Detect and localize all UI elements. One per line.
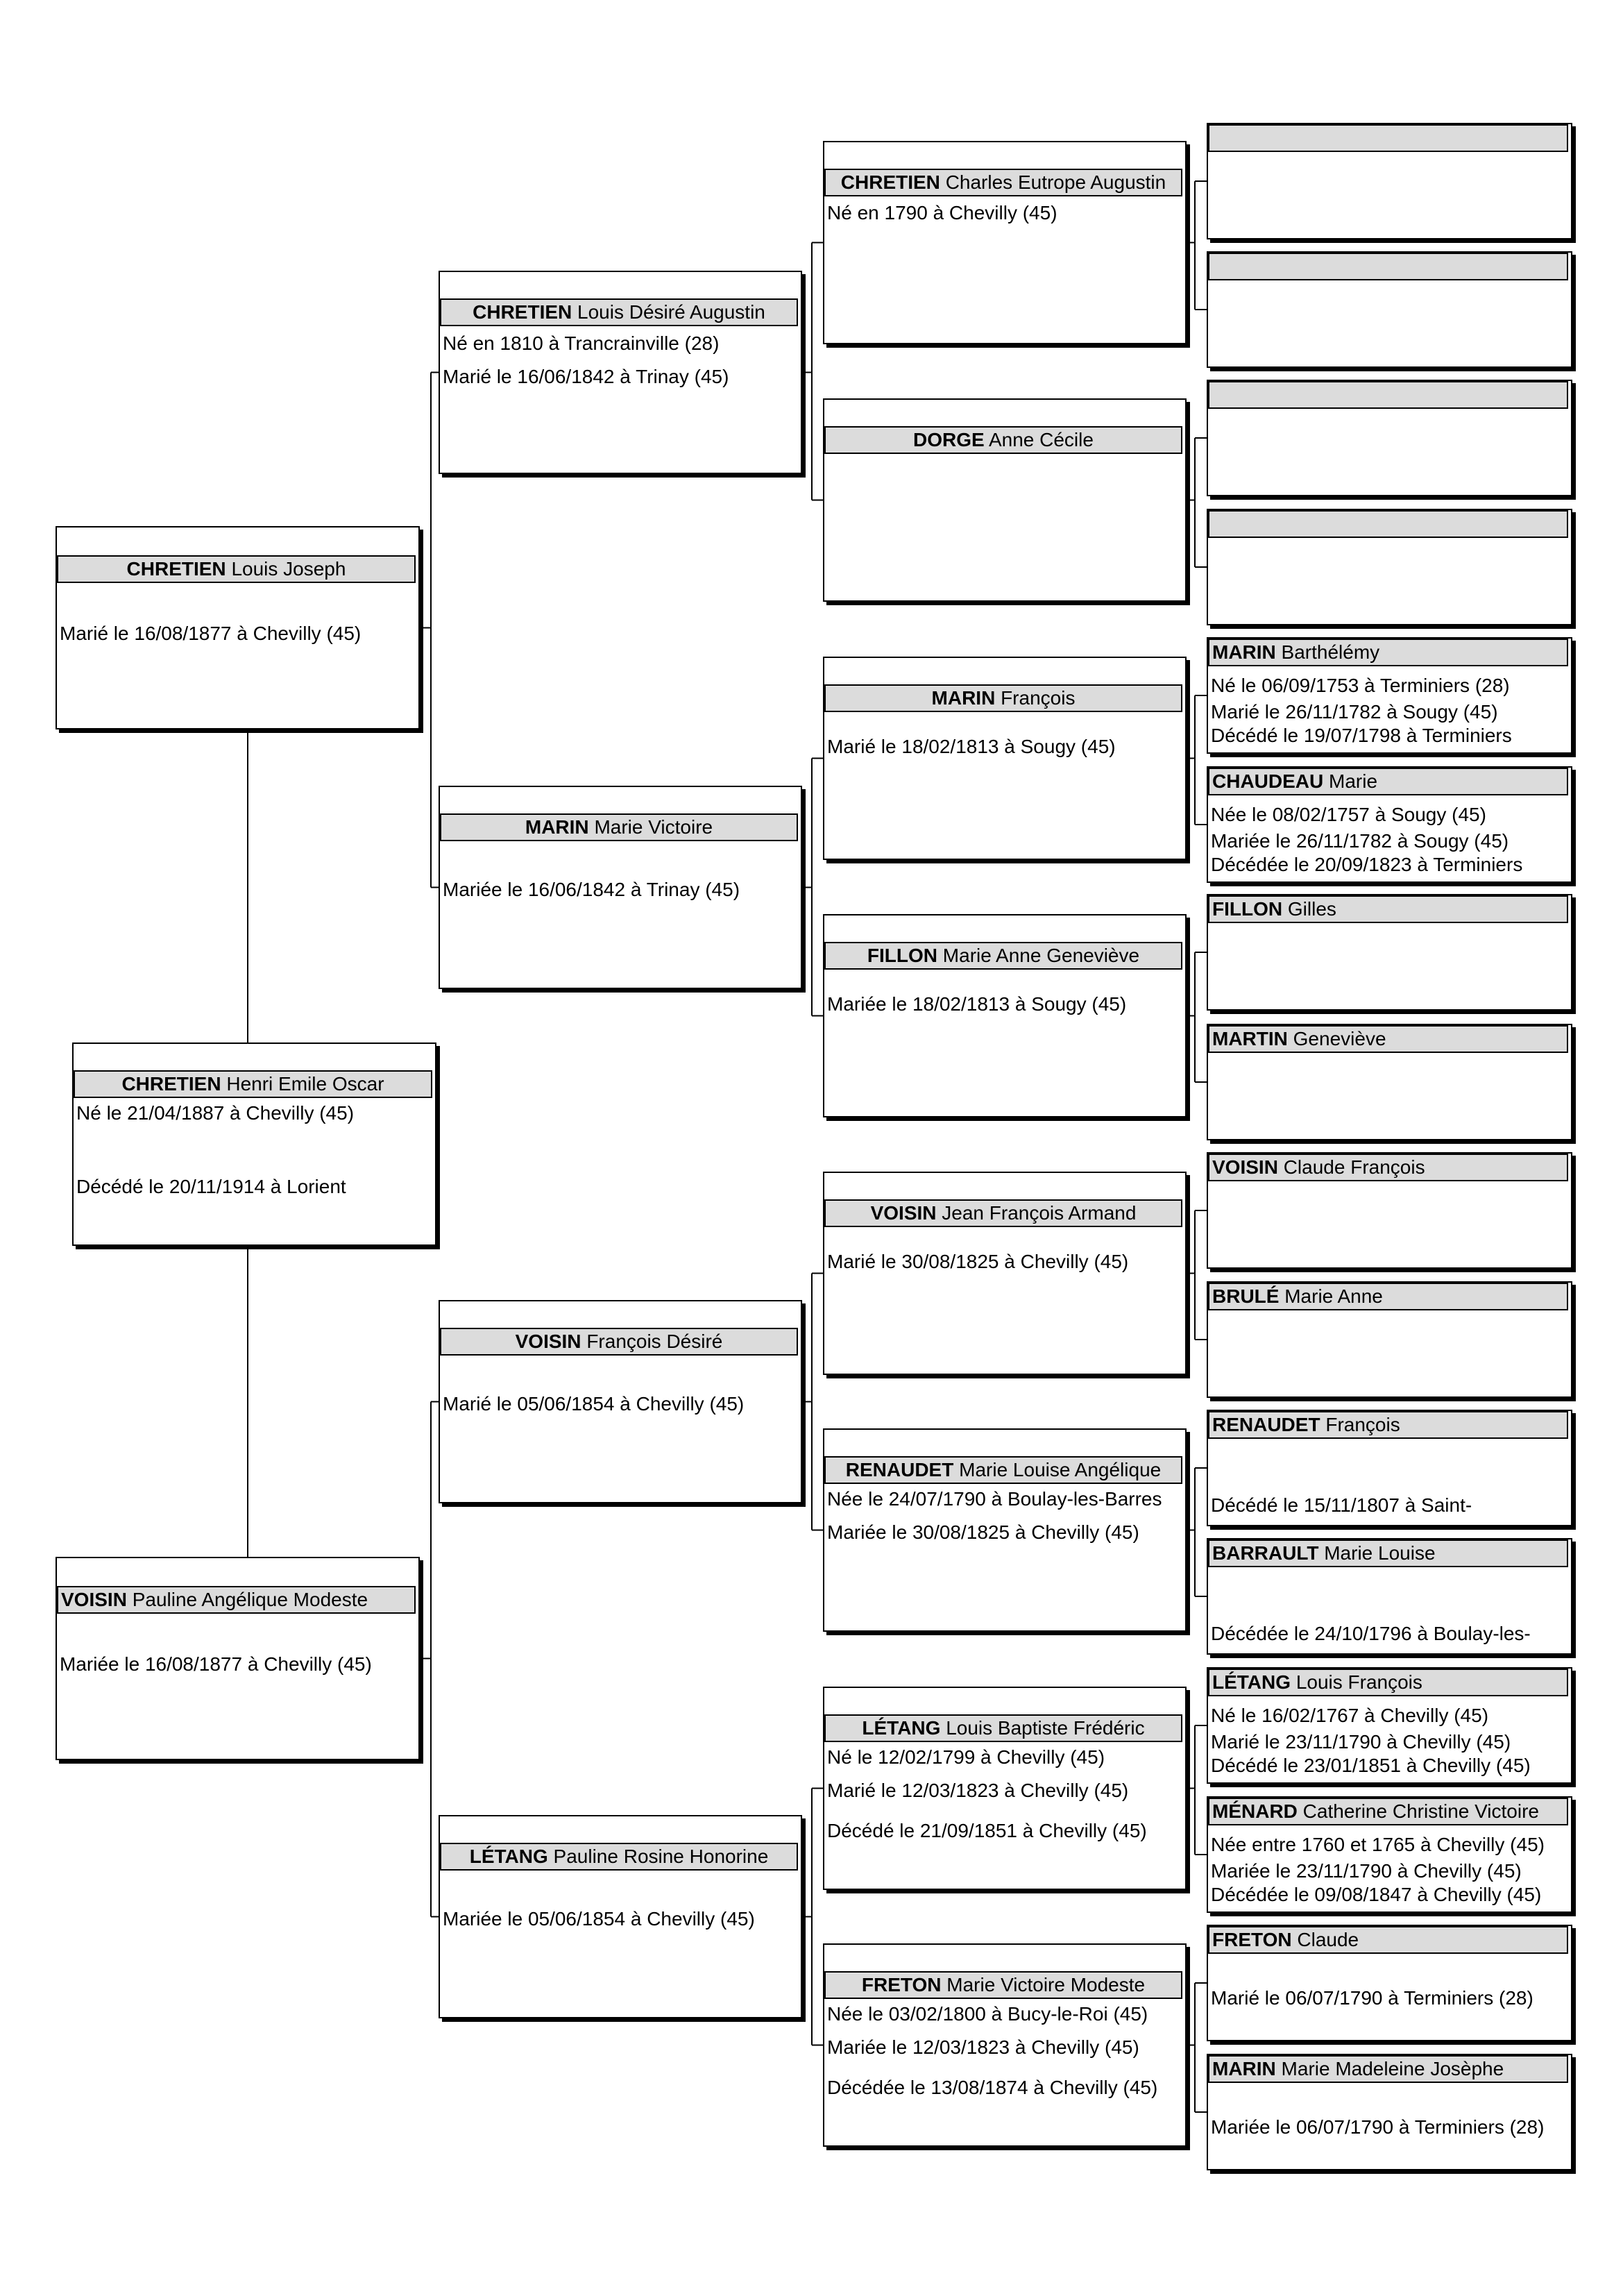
given-names: Louis François bbox=[1295, 1671, 1422, 1693]
life-event-line: Mariée le 23/11/1790 à Chevilly (45) bbox=[1211, 1860, 1522, 1882]
surname: FILLON bbox=[1212, 898, 1283, 920]
person-name-bar bbox=[440, 1328, 798, 1356]
person-name-bar bbox=[824, 169, 1182, 196]
given-names: Claude François bbox=[1283, 1156, 1425, 1178]
surname: MÉNARD bbox=[1212, 1800, 1298, 1822]
great-great-grandparent-person-card bbox=[1207, 251, 1572, 368]
life-event-line: Née le 03/02/1800 à Bucy-le-Roi (45) bbox=[827, 2003, 1148, 2025]
surname: MARIN bbox=[1212, 2058, 1276, 2079]
life-event-line: Marié le 16/08/1877 à Chevilly (45) bbox=[60, 623, 362, 644]
surname: RENAUDET bbox=[845, 1459, 954, 1480]
great-great-grandparent-person-card bbox=[1207, 1796, 1572, 1913]
life-event-line: Décédé le 19/07/1798 à Terminiers bbox=[1211, 725, 1512, 746]
person-name-bar bbox=[1208, 639, 1568, 666]
life-event-line: Marié le 12/03/1823 à Chevilly (45) bbox=[827, 1780, 1129, 1801]
given-names: François Désiré bbox=[586, 1331, 723, 1352]
person-name-bar bbox=[1208, 381, 1568, 409]
given-names: Marie Louise Angélique bbox=[959, 1459, 1162, 1480]
person-name-bar bbox=[440, 813, 798, 841]
life-event-line: Né en 1790 à Chevilly (45) bbox=[827, 202, 1057, 223]
given-names: Louis Désiré Augustin bbox=[577, 301, 765, 323]
given-names: Anne Cécile bbox=[988, 429, 1094, 450]
life-event-line: Mariée le 12/03/1823 à Chevilly (45) bbox=[827, 2036, 1139, 2058]
life-event-line: Née entre 1760 et 1765 à Chevilly (45) bbox=[1211, 1834, 1545, 1855]
life-event-line: Né le 21/04/1887 à Chevilly (45) bbox=[76, 1102, 355, 1124]
person-name-bar bbox=[1208, 1669, 1568, 1696]
surname: FRETON bbox=[1212, 1929, 1292, 1950]
great-grandparent-person-card bbox=[823, 914, 1187, 1117]
surname: BARRAULT bbox=[1212, 1542, 1319, 1564]
person-name-bar bbox=[440, 298, 798, 326]
person-name-bar bbox=[1208, 1539, 1568, 1567]
life-event-line: Décédé le 20/11/1914 à Lorient bbox=[76, 1176, 346, 1197]
great-great-grandparent-person-card bbox=[1207, 509, 1572, 625]
life-event-line: Marié le 05/06/1854 à Chevilly (45) bbox=[443, 1393, 745, 1415]
given-names: Catherine Christine Victoire bbox=[1302, 1800, 1539, 1822]
given-names: Marie Victoire bbox=[594, 816, 713, 838]
given-names: Marie Victoire Modeste bbox=[946, 1974, 1146, 1995]
child-person-card bbox=[72, 1043, 436, 1246]
great-great-grandparent-person-card bbox=[1207, 1024, 1572, 1140]
great-great-grandparent-person-card bbox=[1207, 1667, 1572, 1784]
given-names: Marie Madeleine Josèphe bbox=[1281, 2058, 1504, 2079]
given-names: Marie Anne Geneviève bbox=[942, 945, 1140, 966]
person-name-bar bbox=[1208, 1798, 1568, 1825]
person-name-bar bbox=[1208, 1154, 1568, 1181]
surname: CHRETIEN bbox=[121, 1073, 221, 1095]
surname: VOISIN bbox=[61, 1589, 127, 1610]
great-great-grandparent-person-card bbox=[1207, 2054, 1572, 2170]
grandparent-person-card bbox=[439, 271, 802, 474]
life-event-line: Né le 16/02/1767 à Chevilly (45) bbox=[1211, 1705, 1489, 1726]
great-grandparent-person-card bbox=[823, 1687, 1187, 1890]
person-name-bar bbox=[1208, 1411, 1568, 1439]
great-grandparent-person-card bbox=[823, 657, 1187, 860]
given-names: Marie bbox=[1329, 770, 1378, 792]
great-great-grandparent-person-card bbox=[1207, 1538, 1572, 1655]
great-great-grandparent-person-card bbox=[1207, 1152, 1572, 1269]
surname: RENAUDET bbox=[1212, 1414, 1320, 1435]
given-names: Geneviève bbox=[1293, 1028, 1386, 1049]
surname: FRETON bbox=[861, 1974, 942, 1995]
life-event-line: Décédé le 23/01/1851 à Chevilly (45) bbox=[1211, 1755, 1531, 1776]
great-great-grandparent-person-card bbox=[1207, 1281, 1572, 1398]
surname: CHRETIEN bbox=[473, 301, 572, 323]
life-event-line: Mariée le 30/08/1825 à Chevilly (45) bbox=[827, 1521, 1139, 1543]
given-names: Pauline Rosine Honorine bbox=[553, 1846, 769, 1867]
person-name-bar bbox=[1208, 2055, 1568, 2083]
surname: VOISIN bbox=[515, 1331, 581, 1352]
great-great-grandparent-person-card bbox=[1207, 1925, 1572, 2041]
given-names: Henri Emile Oscar bbox=[226, 1073, 384, 1095]
person-name-bar bbox=[824, 1714, 1182, 1742]
person-name-bar bbox=[824, 942, 1182, 970]
great-great-grandparent-person-card bbox=[1207, 123, 1572, 239]
surname: CHAUDEAU bbox=[1212, 770, 1324, 792]
given-names: François bbox=[1325, 1414, 1400, 1435]
great-great-grandparent-person-card bbox=[1207, 637, 1572, 754]
surname: MARIN bbox=[931, 687, 996, 709]
surname: CHRETIEN bbox=[840, 171, 940, 193]
surname: MARTIN bbox=[1212, 1028, 1288, 1049]
person-name-bar bbox=[824, 1971, 1182, 1999]
surname: FILLON bbox=[867, 945, 938, 966]
life-event-line: Marié le 06/07/1790 à Terminiers (28) bbox=[1211, 1987, 1533, 2009]
given-names: Barthélémy bbox=[1281, 641, 1380, 663]
life-event-line: Né le 06/09/1753 à Terminiers (28) bbox=[1211, 675, 1510, 696]
given-names: Louis Joseph bbox=[231, 558, 346, 580]
surname: VOISIN bbox=[870, 1202, 937, 1224]
parent-person-card bbox=[56, 1557, 420, 1760]
life-event-line: Marié le 30/08/1825 à Chevilly (45) bbox=[827, 1251, 1129, 1272]
life-event-line: Décédé le 21/09/1851 à Chevilly (45) bbox=[827, 1820, 1147, 1841]
life-event-line: Marié le 18/02/1813 à Sougy (45) bbox=[827, 736, 1116, 757]
great-grandparent-person-card bbox=[823, 398, 1187, 602]
life-event-line: Décédée le 20/09/1823 à Terminiers bbox=[1211, 854, 1523, 875]
grandparent-person-card bbox=[439, 1300, 802, 1503]
person-name-bar bbox=[57, 1586, 416, 1614]
person-name-bar bbox=[824, 1199, 1182, 1227]
life-event-line: Décédée le 13/08/1874 à Chevilly (45) bbox=[827, 2077, 1158, 2098]
great-grandparent-person-card bbox=[823, 141, 1187, 344]
person-name-bar bbox=[74, 1070, 432, 1098]
life-event-line: Décédée le 09/08/1847 à Chevilly (45) bbox=[1211, 1884, 1542, 1905]
person-name-bar bbox=[1208, 1025, 1568, 1053]
person-name-bar bbox=[1208, 253, 1568, 280]
grandparent-person-card bbox=[439, 1815, 802, 2018]
surname: VOISIN bbox=[1212, 1156, 1278, 1178]
person-name-bar bbox=[1208, 124, 1568, 152]
surname: LÉTANG bbox=[862, 1717, 941, 1739]
life-event-line: Marié le 23/11/1790 à Chevilly (45) bbox=[1211, 1731, 1511, 1753]
great-great-grandparent-person-card bbox=[1207, 894, 1572, 1011]
life-event-line: Née le 24/07/1790 à Boulay-les-Barres bbox=[827, 1488, 1162, 1510]
life-event-line: Mariée le 26/11/1782 à Sougy (45) bbox=[1211, 830, 1509, 852]
life-event-line: Née le 08/02/1757 à Sougy (45) bbox=[1211, 804, 1486, 825]
life-event-line: Né le 12/02/1799 à Chevilly (45) bbox=[827, 1746, 1105, 1768]
great-grandparent-person-card bbox=[823, 1172, 1187, 1375]
great-great-grandparent-person-card bbox=[1207, 380, 1572, 496]
given-names: François bbox=[1001, 687, 1076, 709]
great-great-grandparent-person-card bbox=[1207, 766, 1572, 883]
surname: LÉTANG bbox=[469, 1846, 548, 1867]
life-event-line: Mariée le 16/06/1842 à Trinay (45) bbox=[443, 879, 740, 900]
given-names: Gilles bbox=[1287, 898, 1336, 920]
person-name-bar bbox=[824, 426, 1182, 454]
surname: MARIN bbox=[525, 816, 589, 838]
life-event-line: Né en 1810 à Trancrainville (28) bbox=[443, 332, 720, 354]
grandparent-person-card bbox=[439, 786, 802, 989]
person-name-bar bbox=[57, 555, 416, 583]
person-name-bar bbox=[824, 1456, 1182, 1484]
great-grandparent-person-card bbox=[823, 1943, 1187, 2147]
person-name-bar bbox=[1208, 768, 1568, 795]
given-names: Charles Eutrope Augustin bbox=[945, 171, 1166, 193]
surname: CHRETIEN bbox=[126, 558, 226, 580]
surname: BRULÉ bbox=[1212, 1285, 1280, 1307]
person-name-bar bbox=[1208, 895, 1568, 923]
person-name-bar bbox=[824, 684, 1182, 712]
great-grandparent-person-card bbox=[823, 1428, 1187, 1632]
surname: DORGE bbox=[913, 429, 985, 450]
life-event-line: Marié le 26/11/1782 à Sougy (45) bbox=[1211, 701, 1498, 723]
life-event-line: Décédée le 24/10/1796 à Boulay-les- bbox=[1211, 1623, 1531, 1644]
given-names: Louis Baptiste Frédéric bbox=[946, 1717, 1145, 1739]
given-names: Claude bbox=[1297, 1929, 1359, 1950]
life-event-line: Mariée le 18/02/1813 à Sougy (45) bbox=[827, 993, 1127, 1015]
given-names: Marie Louise bbox=[1324, 1542, 1436, 1564]
life-event-line: Mariée le 16/08/1877 à Chevilly (45) bbox=[60, 1653, 372, 1675]
person-name-bar bbox=[1208, 1283, 1568, 1310]
person-name-bar bbox=[1208, 1926, 1568, 1954]
life-event-line: Mariée le 06/07/1790 à Terminiers (28) bbox=[1211, 2116, 1545, 2138]
surname: LÉTANG bbox=[1212, 1671, 1291, 1693]
given-names: Pauline Angélique Modeste bbox=[132, 1589, 368, 1610]
great-great-grandparent-person-card bbox=[1207, 1410, 1572, 1526]
person-name-bar bbox=[1208, 510, 1568, 538]
life-event-line: Mariée le 05/06/1854 à Chevilly (45) bbox=[443, 1908, 755, 1930]
person-name-bar bbox=[440, 1843, 798, 1871]
given-names: Marie Anne bbox=[1284, 1285, 1383, 1307]
parent-person-card bbox=[56, 526, 420, 729]
surname: MARIN bbox=[1212, 641, 1276, 663]
life-event-line: Décédé le 15/11/1807 à Saint- bbox=[1211, 1494, 1472, 1516]
given-names: Jean François Armand bbox=[942, 1202, 1137, 1224]
life-event-line: Marié le 16/06/1842 à Trinay (45) bbox=[443, 366, 729, 387]
